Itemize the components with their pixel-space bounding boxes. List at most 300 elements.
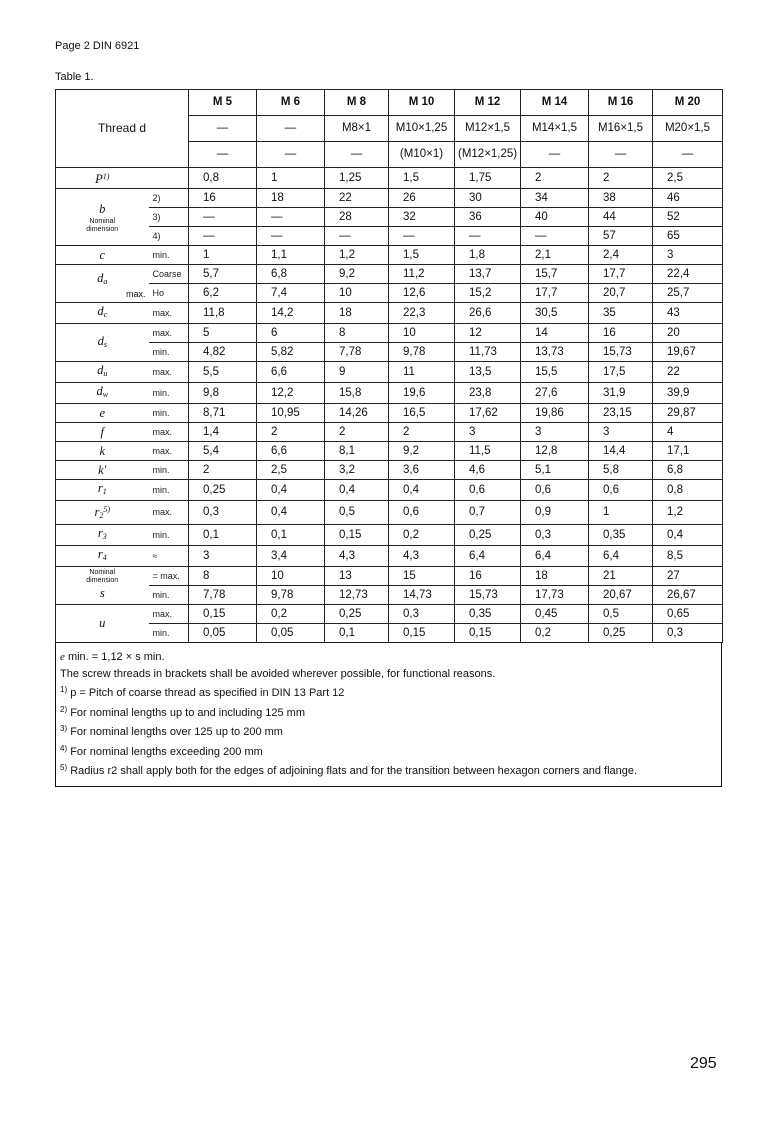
value-cell: 10,95 (257, 404, 325, 423)
qualifier-cell: min. (149, 461, 189, 480)
max-label: max. (125, 288, 146, 299)
qualifier-cell: min. (149, 480, 189, 501)
row-r3 (56, 525, 723, 546)
footnote-ref-cell: 3) (149, 208, 189, 227)
value-cell: 0,25 (455, 525, 521, 546)
symbol-r4 (56, 546, 149, 567)
row-s-min (56, 586, 723, 605)
symbol-subscript: a (103, 276, 108, 286)
fine-thread-cell: — (257, 116, 325, 142)
value-cell: 3,4 (257, 546, 325, 567)
value-cell: 2 (325, 423, 389, 442)
value-cell: 4,82 (189, 343, 257, 362)
value-cell: 0,3 (653, 624, 723, 643)
value-cell: 6,6 (257, 362, 325, 383)
value-cell: 22,4 (653, 265, 723, 284)
value-cell: 52 (653, 208, 723, 227)
value-cell: 6,2 (189, 284, 257, 303)
value-cell: 0,1 (257, 525, 325, 546)
value-cell: 5,1 (521, 461, 589, 480)
value-cell: 18 (521, 567, 589, 586)
value-cell: 10 (389, 324, 455, 343)
value-cell: 5,7 (189, 265, 257, 284)
fine-thread-cell: M10×1,25 (389, 116, 455, 142)
page-number: 295 (690, 1055, 717, 1072)
symbol-footnote-mark: 1) (102, 172, 110, 181)
dimension-label: dimension (86, 577, 119, 584)
qualifier-cell: Ho (149, 284, 189, 303)
value-cell: 9 (325, 362, 389, 383)
qualifier-cell: max. (149, 362, 189, 383)
row-b (56, 208, 723, 227)
row-c (56, 246, 723, 265)
value-cell: 1,2 (653, 501, 723, 525)
symbol-r1 (56, 480, 149, 501)
value-cell: 6 (257, 324, 325, 343)
value-cell: 0,6 (389, 501, 455, 525)
row-b (56, 189, 723, 208)
symbol-e (56, 404, 149, 423)
value-cell: 4,3 (389, 546, 455, 567)
value-cell: 11,73 (455, 343, 521, 362)
symbol-letter: d (97, 304, 104, 318)
symbol-kp (56, 461, 149, 480)
value-cell: 26,6 (455, 303, 521, 324)
value-cell: 2 (189, 461, 257, 480)
value-cell: 22 (653, 362, 723, 383)
value-cell: — (325, 227, 389, 246)
qualifier-cell: min. (149, 404, 189, 423)
symbol-subscript: 3 (102, 532, 107, 541)
column-header: M 16 (589, 90, 653, 116)
value-cell: 27,6 (521, 383, 589, 404)
value-cell: 2,4 (589, 246, 653, 265)
symbol-da (56, 265, 149, 303)
value-cell: 2,5 (257, 461, 325, 480)
value-cell: 23,8 (455, 383, 521, 404)
table-notes (55, 643, 722, 787)
fine-thread-cell: — (589, 142, 653, 168)
value-cell: 3,6 (389, 461, 455, 480)
value-cell: 57 (589, 227, 653, 246)
value-cell: 17,5 (589, 362, 653, 383)
row-du (56, 362, 723, 383)
dimension-table (55, 89, 723, 643)
value-cell: 4,3 (325, 546, 389, 567)
value-cell: 0,6 (521, 480, 589, 501)
row-e (56, 404, 723, 423)
value-cell: 0,15 (189, 605, 257, 624)
symbol-subscript: s (103, 339, 107, 349)
value-cell: — (389, 227, 455, 246)
value-cell: 0,35 (455, 605, 521, 624)
symbol-letter: f (100, 424, 104, 439)
qualifier-cell: ≈ (149, 546, 189, 567)
symbol-letter: e (99, 405, 106, 420)
value-cell: 3 (589, 423, 653, 442)
row-ds-min (56, 343, 723, 362)
symbol-subscript: 4 (102, 553, 107, 562)
value-cell: 5 (189, 324, 257, 343)
value-cell: 20,67 (589, 586, 653, 605)
value-cell: 0,3 (189, 501, 257, 525)
value-cell: 11,5 (455, 442, 521, 461)
value-cell: 10 (257, 567, 325, 586)
symbol-k (56, 442, 149, 461)
fine-thread-cell: — (189, 116, 257, 142)
row-da-fine (56, 284, 723, 303)
value-cell: 3 (189, 546, 257, 567)
fine-thread-cell: (M12×1,25) (455, 142, 521, 168)
note-e-min: e min. = 1,12 × s min. (60, 651, 165, 663)
column-header: M 10 (389, 90, 455, 116)
value-cell: 44 (589, 208, 653, 227)
value-cell: 0,15 (325, 525, 389, 546)
value-cell: 0,6 (455, 480, 521, 501)
value-cell: 0,25 (325, 605, 389, 624)
symbol-letter: d (97, 333, 104, 348)
value-cell: 6,6 (257, 442, 325, 461)
row-ds-max (56, 324, 723, 343)
fine-thread-cell: M8×1 (325, 116, 389, 142)
row-r4 (56, 546, 723, 567)
value-cell: 15,7 (521, 265, 589, 284)
value-cell: 1,4 (189, 423, 257, 442)
value-cell: 17,62 (455, 404, 521, 423)
row-r2 (56, 501, 723, 525)
value-cell: 0,05 (189, 624, 257, 643)
row-b (56, 227, 723, 246)
value-cell: 14,4 (589, 442, 653, 461)
value-cell: 12,73 (325, 586, 389, 605)
value-cell: 23,15 (589, 404, 653, 423)
value-cell: 6,4 (589, 546, 653, 567)
symbol-dw (56, 383, 149, 404)
fine-thread-cell: — (653, 142, 723, 168)
qualifier-cell: = max. (149, 567, 189, 586)
value-cell: 1,1 (257, 246, 325, 265)
value-cell: 5,82 (257, 343, 325, 362)
symbol-subscript: 1 (102, 487, 107, 496)
value-cell: 3 (521, 423, 589, 442)
value-cell: 16 (589, 324, 653, 343)
symbol-ds (56, 324, 149, 362)
fine-thread-cell: — (325, 142, 389, 168)
row-P (56, 168, 723, 189)
value-cell: 36 (455, 208, 521, 227)
value-cell: 18 (257, 189, 325, 208)
symbol-letter: r (94, 505, 100, 519)
row-s-max (56, 567, 723, 586)
value-cell: 0,8 (653, 480, 723, 501)
symbol-f (56, 423, 149, 442)
value-cell: 40 (521, 208, 589, 227)
fine-thread-cell: M12×1,5 (455, 116, 521, 142)
nominal-label: Nominal (89, 569, 116, 576)
qualifier-cell: max. (149, 442, 189, 461)
value-cell: 11,2 (389, 265, 455, 284)
value-cell: 0,1 (325, 624, 389, 643)
symbol-letter: r (97, 547, 103, 561)
value-cell: 5,4 (189, 442, 257, 461)
value-cell: — (189, 208, 257, 227)
value-cell: 6,4 (521, 546, 589, 567)
value-cell: 17,7 (521, 284, 589, 303)
value-cell: 16,5 (389, 404, 455, 423)
value-cell: 9,78 (257, 586, 325, 605)
footnote-ref-cell: 2) (149, 189, 189, 208)
symbol-letter: d (96, 384, 103, 398)
symbol-letter: d (97, 363, 104, 377)
value-cell: 19,6 (389, 383, 455, 404)
value-cell: 0,3 (521, 525, 589, 546)
qualifier-cell: max. (149, 324, 189, 343)
value-cell: 2 (589, 168, 653, 189)
symbol-subscript: w (102, 390, 109, 399)
column-header: M 5 (189, 90, 257, 116)
column-header: M 20 (653, 90, 723, 116)
value-cell: 0,65 (653, 605, 723, 624)
column-header: M 8 (325, 90, 389, 116)
value-cell: 7,4 (257, 284, 325, 303)
value-cell: 5,5 (189, 362, 257, 383)
symbol-letter: c (99, 247, 106, 262)
value-cell: — (521, 227, 589, 246)
symbol-du (56, 362, 149, 383)
value-cell: 17,1 (653, 442, 723, 461)
value-cell: 7,78 (189, 586, 257, 605)
symbol-c (56, 246, 149, 265)
fine-thread-cell: (M10×1) (389, 142, 455, 168)
value-cell: 0,25 (189, 480, 257, 501)
value-cell: 8 (189, 567, 257, 586)
footnote-1: $^{1)}$ p = Pitch of coarse thread as specified in DIN 13 Part 12 (60, 685, 345, 699)
value-cell: 8 (325, 324, 389, 343)
value-cell: 0,05 (257, 624, 325, 643)
symbol-letter: r (97, 526, 103, 540)
qualifier-cell: max. (149, 303, 189, 324)
value-cell: 43 (653, 303, 723, 324)
row-kp (56, 461, 723, 480)
fine-thread-cell: — (189, 142, 257, 168)
symbol-letter: d (97, 270, 104, 285)
page-header: Page 2 DIN 6921 (55, 40, 140, 52)
value-cell: 17,73 (521, 586, 589, 605)
row-u-min (56, 624, 723, 643)
value-cell: 17,7 (589, 265, 653, 284)
symbol-letter: r (97, 481, 103, 495)
symbol-subscript: u (103, 369, 108, 378)
value-cell: 26,67 (653, 586, 723, 605)
value-cell: 19,67 (653, 343, 723, 362)
value-cell: — (455, 227, 521, 246)
value-cell: 4,6 (455, 461, 521, 480)
column-header: M 6 (257, 90, 325, 116)
value-cell: — (257, 227, 325, 246)
thread-label: Thread d (97, 121, 147, 135)
value-cell: 0,1 (189, 525, 257, 546)
value-cell: 1,2 (325, 246, 389, 265)
value-cell: 2 (389, 423, 455, 442)
value-cell: 1,25 (325, 168, 389, 189)
value-cell: 16 (189, 189, 257, 208)
value-cell: 31,9 (589, 383, 653, 404)
value-cell: 21 (589, 567, 653, 586)
fine-thread-cell: M20×1,5 (653, 116, 723, 142)
symbol-r3 (56, 525, 149, 546)
value-cell: 0,8 (189, 168, 257, 189)
value-cell: 0,4 (325, 480, 389, 501)
value-cell: — (189, 227, 257, 246)
value-cell: 7,78 (325, 343, 389, 362)
value-cell: 8,1 (325, 442, 389, 461)
value-cell: 15,2 (455, 284, 521, 303)
value-cell: 6,8 (653, 461, 723, 480)
value-cell: 29,87 (653, 404, 723, 423)
value-cell: 32 (389, 208, 455, 227)
row-da-coarse (56, 265, 723, 284)
value-cell: 1 (189, 246, 257, 265)
value-cell: 0,15 (389, 624, 455, 643)
symbol-s (56, 567, 149, 605)
footnote-2: $^{2)}$ For nominal lengths up to and including 125 mm (60, 704, 305, 719)
value-cell: 1,8 (455, 246, 521, 265)
value-cell: 15,73 (589, 343, 653, 362)
value-cell: 1 (589, 501, 653, 525)
value-cell: 65 (653, 227, 723, 246)
qualifier-cell: min. (149, 383, 189, 404)
symbol-letter: k (99, 443, 106, 458)
value-cell: 11 (389, 362, 455, 383)
value-cell: 2 (521, 168, 589, 189)
value-cell: 0,2 (257, 605, 325, 624)
fine-thread-cell: M14×1,5 (521, 116, 589, 142)
value-cell: 0,7 (455, 501, 521, 525)
header-row (56, 90, 723, 116)
value-cell: 39,9 (653, 383, 723, 404)
symbol-subscript: c (103, 310, 108, 319)
footnote-3: $^{3)}$ For nominal lengths over 125 up to 200 mm (60, 724, 283, 738)
symbol-letter: s (99, 586, 105, 600)
value-cell: 3 (653, 246, 723, 265)
value-cell: 38 (589, 189, 653, 208)
value-cell: 13,5 (455, 362, 521, 383)
qualifier-cell: Coarse (149, 265, 189, 284)
value-cell: 9,2 (389, 442, 455, 461)
nominal-label: Nominal (89, 217, 116, 225)
value-cell: 22,3 (389, 303, 455, 324)
symbol-r2 (56, 501, 149, 525)
value-cell: 1,5 (389, 168, 455, 189)
value-cell: 0,9 (521, 501, 589, 525)
qualifier-cell: min. (149, 586, 189, 605)
value-cell: 0,4 (257, 480, 325, 501)
row-k (56, 442, 723, 461)
value-cell: 12 (455, 324, 521, 343)
value-cell: 5,8 (589, 461, 653, 480)
value-cell: 14,26 (325, 404, 389, 423)
value-cell: 46 (653, 189, 723, 208)
value-cell: 19,86 (521, 404, 589, 423)
value-cell: 14,2 (257, 303, 325, 324)
row-dw (56, 383, 723, 404)
qualifier-cell: min. (149, 343, 189, 362)
symbol-footnote-mark: 5) (103, 505, 111, 514)
row-f (56, 423, 723, 442)
value-cell: 14,73 (389, 586, 455, 605)
value-cell: 15,8 (325, 383, 389, 404)
value-cell: 20,7 (589, 284, 653, 303)
value-cell: 30 (455, 189, 521, 208)
symbol-letter: k′ (98, 462, 107, 477)
value-cell: 6,8 (257, 265, 325, 284)
value-cell: 0,2 (521, 624, 589, 643)
qualifier-cell: max. (149, 605, 189, 624)
value-cell: 13,7 (455, 265, 521, 284)
value-cell: 6,4 (455, 546, 521, 567)
value-cell: 4 (653, 423, 723, 442)
value-cell: 0,35 (589, 525, 653, 546)
value-cell: 34 (521, 189, 589, 208)
value-cell: 30,5 (521, 303, 589, 324)
value-cell: 8,5 (653, 546, 723, 567)
qualifier-cell: max. (149, 501, 189, 525)
value-cell: 0,4 (653, 525, 723, 546)
table-caption: Table 1. (55, 71, 94, 83)
qualifier-cell: min. (149, 246, 189, 265)
symbol-u (56, 605, 149, 643)
value-cell: 27 (653, 567, 723, 586)
fine-thread-cell: — (521, 142, 589, 168)
qualifier-cell (149, 168, 189, 189)
thread-header (56, 90, 189, 168)
value-cell: 0,4 (389, 480, 455, 501)
column-header: M 14 (521, 90, 589, 116)
value-cell: 0,25 (589, 624, 653, 643)
qualifier-cell: min. (149, 624, 189, 643)
value-cell: 22 (325, 189, 389, 208)
table-wrapper (55, 89, 722, 787)
fine-thread-cell: M16×1,5 (589, 116, 653, 142)
value-cell: 2,5 (653, 168, 723, 189)
value-cell: 12,6 (389, 284, 455, 303)
value-cell: 0,4 (257, 501, 325, 525)
footnote-5: $^{5)}$ Radius r2 shall apply both for the edges of adjoining flats and for the transition between hexagon corners and flange. (60, 763, 638, 777)
qualifier-cell: max. (149, 423, 189, 442)
value-cell: 1,5 (389, 246, 455, 265)
value-cell: 11,8 (189, 303, 257, 324)
value-cell: 15,73 (455, 586, 521, 605)
note-brackets: The screw threads in brackets shall be avoided wherever possible, for functional reasons. (60, 667, 496, 680)
value-cell: 0,45 (521, 605, 589, 624)
value-cell: 12,2 (257, 383, 325, 404)
value-cell: — (257, 208, 325, 227)
symbol-letter: b (99, 201, 106, 216)
footnote-ref-cell: 4) (149, 227, 189, 246)
value-cell: 35 (589, 303, 653, 324)
value-cell: 28 (325, 208, 389, 227)
value-cell: 12,8 (521, 442, 589, 461)
value-cell: 13,73 (521, 343, 589, 362)
value-cell: 9,2 (325, 265, 389, 284)
row-u-max (56, 605, 723, 624)
qualifier-cell: min. (149, 525, 189, 546)
dimension-label: dimension (86, 225, 119, 233)
symbol-letter: P (95, 172, 103, 186)
value-cell: 8,71 (189, 404, 257, 423)
value-cell: 14 (521, 324, 589, 343)
value-cell: 3,2 (325, 461, 389, 480)
